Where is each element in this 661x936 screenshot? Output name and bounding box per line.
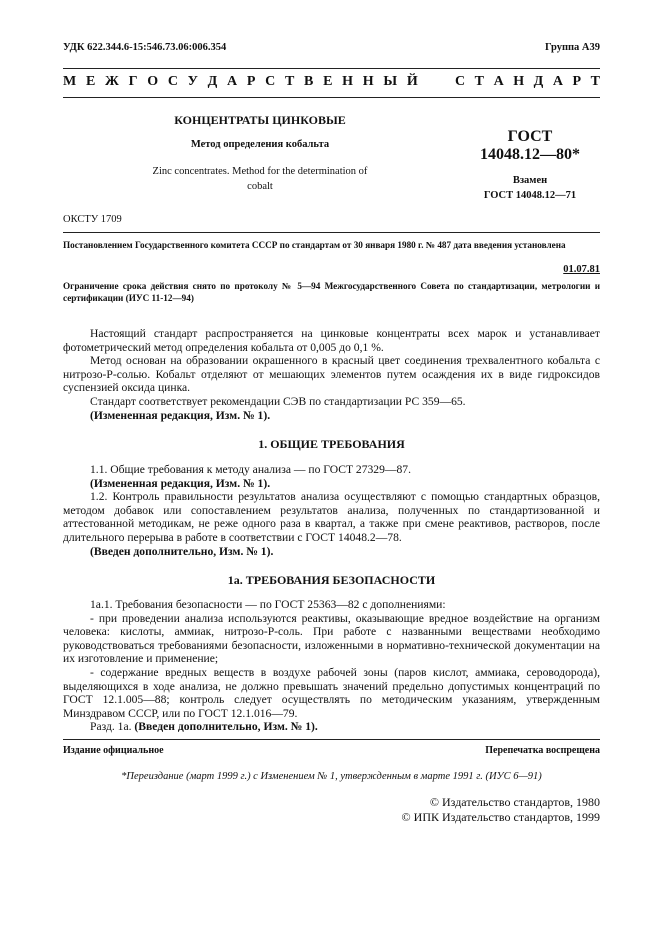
reprint-prohibited-label: Перепечатка воспрещена: [485, 745, 600, 756]
amendment-note: (Измененная редакция, Изм. № 1).: [90, 408, 271, 422]
section-heading: 1. ОБЩИЕ ТРЕБОВАНИЯ: [258, 437, 405, 451]
section-heading: 1а. ТРЕБОВАНИЯ БЕЗОПАСНОСТИ: [227, 573, 436, 587]
top-rule: [63, 68, 600, 69]
gost-number: 14048.12—80*: [480, 146, 580, 163]
clause-paragraph: 1а.1. Требования безопасности — по ГОСТ 25363—82 с дополнениями:: [90, 598, 446, 611]
clause-paragraph: - при проведении анализа используются реактивы, оказывающие вредное воздействие на организм человека: кислоты, аммиак, нитрозо-Р-соль. При работе с названными веществами необходимо руководствоваться требованиями безопасности, изложенными в нормативно-технической документации на их изготовление и применение;: [63, 611, 600, 666]
standard-title: КОНЦЕНТРАТЫ ЦИНКОВЫЕ: [174, 113, 346, 127]
replaced-standard: ГОСТ 14048.12—71: [483, 190, 577, 201]
intro-section: [63, 327, 600, 422]
clause-paragraph: 1.1. Общие требования к методу анализа — по ГОСТ 27329—87.: [90, 463, 411, 476]
reprint-note: *Переиздание (март 1999 г.) с Изменением № 1, утвержденным в марте 1991 г. (ИУС 6—91): [121, 771, 542, 782]
section-ref: Разд. 1а.: [90, 720, 132, 734]
copyright-line: © ИПК Издательство стандартов, 1999: [401, 810, 600, 824]
udc-code: УДК 622.344.6-15:546.73.06:006.354: [63, 42, 227, 53]
gost-label: ГОСТ: [507, 128, 553, 145]
clause-paragraph: - содержание вредных веществ в воздухе рабочей зоны (паров кислот, аммиака, сероводорода), выделяющихся в ходе анализа, не должно превышать значений предельно допустимых концентраций по ГОСТ 12.1.005—88; контроль следует осуществлять по методическим указаниям, утвержденным Минздравом СССР, или по ГОСТ 12.1.016—79.: [63, 665, 600, 720]
interstate-standard-banner: [63, 74, 600, 90]
amendment-note: (Измененная редакция, Изм. № 1).: [90, 476, 271, 490]
intro-paragraph: Настоящий стандарт распространяется на цинковые концентраты всех марок и устанавливает фотометрический метод определения кобальта от 0,005 до 0,1 %.: [63, 327, 600, 354]
replaced-label: Взамен: [512, 175, 548, 186]
okstu-rule: [63, 232, 600, 233]
intro-paragraph: Метод основан на образовании окрашенного в красный цвет соединения трехвалентного кобальта с нитрозо-Р-солью. Кобальт отделяют от мешающих элементов путем осаждения их в виде гидроксидов суспензией оксида цинка.: [63, 354, 600, 395]
english-title: Zinc concentrates. Method for the determination of cobalt: [152, 166, 368, 192]
footer-rule: [63, 739, 600, 740]
effective-date: 01.07.81: [563, 264, 600, 275]
amendment-note: (Введен дополнительно, Изм. № 1).: [134, 720, 318, 734]
okstu-code: ОКСТУ 1709: [63, 214, 122, 225]
official-edition-label: Издание официальное: [63, 745, 164, 756]
section-general-requirements: [63, 463, 600, 558]
section-safety-requirements: [63, 598, 600, 734]
gost-designation: [440, 128, 620, 164]
copyright-line: © Издательство стандартов, 1980: [429, 795, 600, 809]
limitation-note: Ограничение срока действия снято по протоколу № 5—94 Межгосударственного Совета по стандартизации, метрологии и сертификации (ИУС 11-12—94): [63, 281, 600, 303]
clause-paragraph: 1.2. Контроль правильности результатов анализа осуществляют с помощью стандартных образцов, методом добавок или сопоставлением результатов анализа, полученных по стандартизованной и аттестованной методикам, не реже одного раза в квартал, а также при смене реактивов, растворов, после длительного перерыва в работе в соответствии с ГОСТ 14048.2—78.: [63, 490, 600, 544]
decree-text: Постановлением Государственного комитета СССР по стандартам от 30 января 1980 г. № 487 дата введения установлена: [63, 240, 566, 250]
method-title: Метод определения кобальта: [190, 139, 330, 150]
section-amendment-line: [63, 720, 600, 734]
banner-word-interstate: М Е Ж Г О С У Д А Р С Т В Е Н Н Ы Й: [63, 74, 418, 89]
banner-bottom-rule: [63, 97, 600, 98]
amendment-note: (Введен дополнительно, Изм. № 1).: [90, 544, 274, 558]
group-code: Группа А39: [544, 42, 600, 53]
intro-paragraph: Стандарт соответствует рекомендации СЭВ по стандартизации РС 359—65.: [90, 394, 466, 408]
banner-word-standard: С Т А Н Д А Р Т: [455, 74, 600, 89]
